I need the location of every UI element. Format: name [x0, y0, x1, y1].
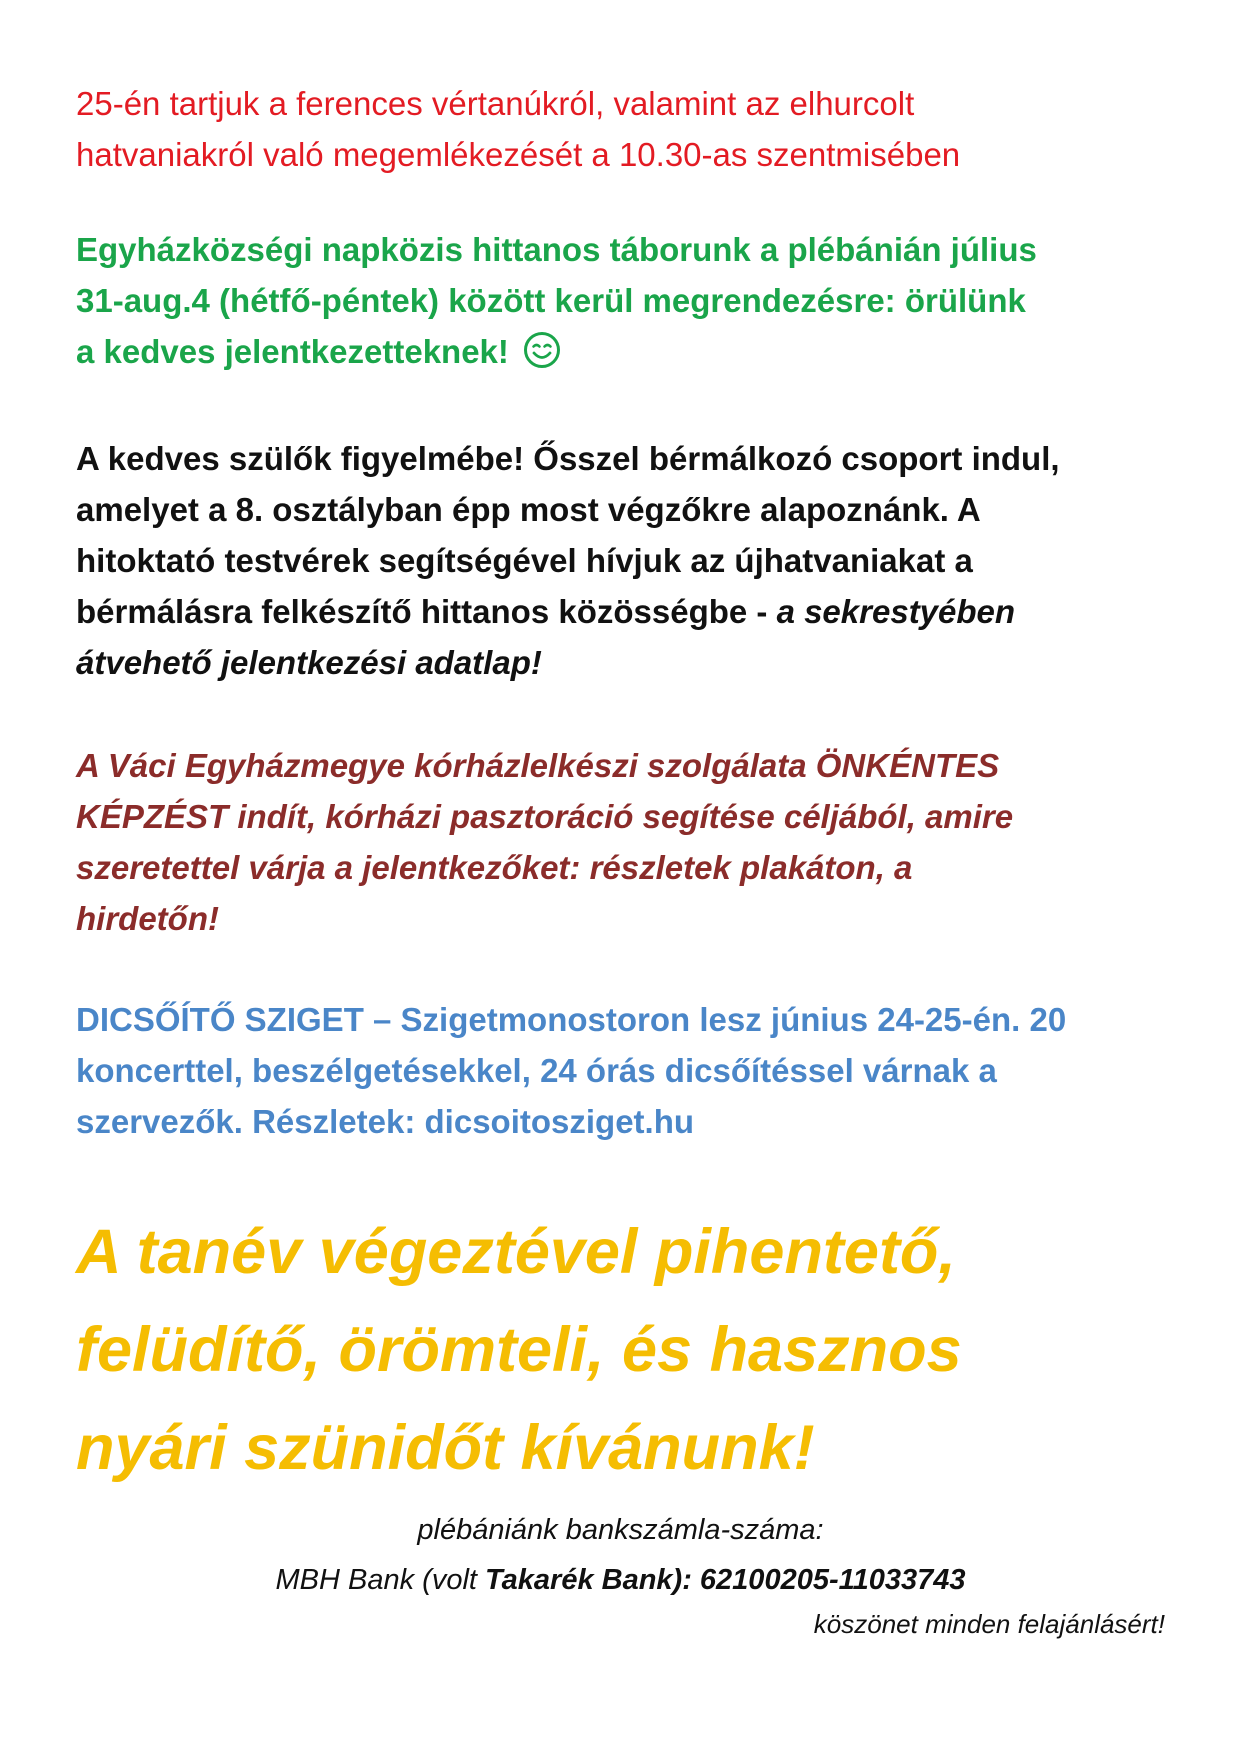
festival-announcement: [76, 994, 1166, 1147]
festival-line-3: szervezők. Részletek: dicsoitosziget.hu: [76, 1103, 695, 1140]
confirmation-italic-1: a sekrestyében: [776, 593, 1016, 630]
summer-wish-line-1: A tanév végeztével pihentető,: [76, 1217, 956, 1287]
confirmation-line-5-wrap: [76, 637, 1166, 688]
summer-wish: [76, 1203, 1166, 1497]
camp-line-2: 31-aug.4 (hétfő-péntek) között kerül megrendezésre: örülünk: [76, 282, 1026, 319]
hospital-line-3: szeretettel várja a jelentkezőket: részletek plakáton, a: [76, 849, 913, 886]
confirmation-announcement: [76, 433, 1166, 688]
confirmation-line-4-wrap: [76, 586, 1166, 637]
bank-name-prefix: MBH Bank (volt: [275, 1564, 486, 1596]
confirmation-line-2: amelyet a 8. osztályban épp most végzőkre alapoznánk. A: [76, 491, 981, 528]
memorial-announcement: [76, 78, 1166, 180]
hospital-line-4: hirdetőn!: [76, 900, 219, 937]
hospital-line-2: KÉPZÉST indít, kórházi pasztoráció segítése céljából, amire: [76, 798, 1014, 835]
thanks-note: köszönet minden felajánlásért!: [813, 1609, 1165, 1639]
camp-announcement: [76, 224, 1166, 383]
bank-account-number: Takarék Bank): 62100205-11033743: [485, 1564, 966, 1596]
confirmation-line-4: bérmálásra felkészítő hittanos közösségbe -: [76, 593, 777, 630]
hospital-announcement: [76, 740, 1166, 944]
memorial-line-1: 25-én tartjuk a ferences vértanúkról, valamint az elhurcolt: [76, 85, 915, 122]
camp-line-1: Egyházközségi napközis hittanos táborunk a plébánián július: [76, 231, 1037, 268]
bank-account-info: [0, 1505, 1241, 1605]
confirmation-italic-2: átvehető jelentkezési adatlap!: [76, 644, 542, 681]
summer-wish-line-3: nyári szünidőt kívánunk!: [76, 1413, 815, 1483]
camp-line-3: a kedves jelentkezetteknek!: [76, 333, 509, 370]
smiley-icon: [523, 331, 561, 383]
confirmation-line-1: A kedves szülők figyelmébe! Ősszel bérmálkozó csoport indul,: [76, 440, 1060, 477]
bank-account-line: [0, 1555, 1241, 1605]
festival-line-1: DICSŐÍTŐ SZIGET – Szigetmonostoron lesz június 24-25-én. 20: [76, 1001, 1067, 1038]
confirmation-line-3: hitoktató testvérek segítségével hívjuk az újhatvaniakat a: [76, 542, 973, 579]
festival-line-2: koncerttel, beszélgetésekkel, 24 órás dicsőítéssel várnak a: [76, 1052, 997, 1089]
camp-line-3-wrap: [76, 326, 1166, 383]
bank-heading: plébániánk bankszámla-száma:: [417, 1514, 824, 1546]
summer-wish-line-2: felüdítő, örömteli, és hasznos: [76, 1315, 962, 1385]
memorial-line-2: hatvaniakról való megemlékezését a 10.30-as szentmisében: [76, 136, 961, 173]
hospital-line-1: A Váci Egyházmegye kórházlelkészi szolgálata ÖNKÉNTES: [76, 747, 1000, 784]
